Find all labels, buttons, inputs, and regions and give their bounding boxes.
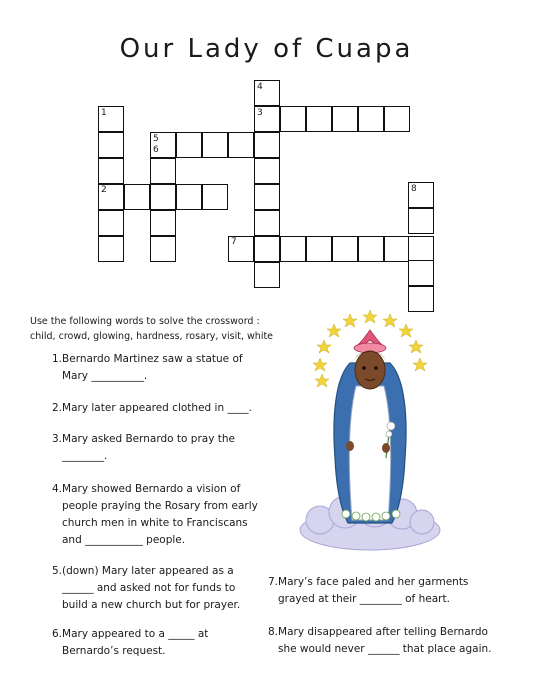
clue-text: grayed at their ________ of heart.	[278, 593, 450, 605]
crossword-cell[interactable]	[254, 262, 280, 288]
crossword-cell[interactable]	[202, 184, 228, 210]
clue-text: Mary appeared to a _____ at	[62, 628, 209, 640]
page-title: Our Lady of Cuapa	[119, 34, 414, 64]
crossword-cell[interactable]	[408, 260, 434, 286]
crossword-cell[interactable]	[124, 184, 150, 210]
crossword-cell[interactable]	[384, 236, 410, 262]
crossword-cell[interactable]	[408, 236, 434, 262]
clue-8	[268, 624, 491, 658]
clue-number-1: 1	[101, 108, 107, 118]
crossword-cell[interactable]	[176, 184, 202, 210]
crossword-cell[interactable]	[254, 236, 280, 262]
crossword-cell[interactable]	[98, 132, 124, 158]
crossword-cell[interactable]	[202, 132, 228, 158]
clue-2	[52, 400, 252, 417]
clue-text: church men in white to Franciscans	[62, 517, 248, 529]
clue-text: Mary disappeared after telling Bernardo	[278, 626, 488, 638]
clue-text: ______ and asked not for funds to	[62, 582, 236, 594]
clue-text: Mary’s face paled and her garments	[278, 576, 469, 588]
clue-number-8: 8	[411, 184, 417, 194]
clue-text: and ___________ people.	[62, 534, 186, 546]
crossword-cell[interactable]	[306, 236, 332, 262]
crossword-cell[interactable]	[176, 132, 202, 158]
clue-text: Mary later appeared clothed in ____.	[62, 402, 252, 414]
crossword-cell[interactable]	[332, 236, 358, 262]
clue-7	[268, 574, 468, 608]
word-bank-instructions: Use the following words to solve the crossword :	[30, 316, 260, 327]
clue-number-6: 6	[153, 145, 159, 155]
crossword-grid	[0, 0, 533, 320]
clue-4	[52, 481, 258, 549]
clue-text: she would never ______ that place again.	[278, 643, 492, 655]
clue-number-4: 4	[257, 82, 263, 92]
clue-number-7: 7	[231, 237, 237, 247]
clue-number: 8.	[268, 626, 279, 638]
crossword-cell[interactable]	[384, 106, 410, 132]
clue-5	[52, 563, 240, 614]
our-lady-illustration	[290, 308, 450, 558]
word-bank	[30, 314, 290, 344]
clue-text: Mary __________.	[62, 370, 148, 382]
clue-number: 1.	[52, 353, 63, 365]
crown-flower-icon	[354, 330, 386, 353]
clue-3	[52, 431, 235, 465]
clue-text: build a new church but for prayer.	[62, 599, 241, 611]
crossword-cell[interactable]	[98, 158, 124, 184]
crossword-cell[interactable]	[332, 106, 358, 132]
clue-number: 2.	[52, 402, 63, 414]
crossword-cell[interactable]	[408, 208, 434, 234]
clue-number-2: 2	[101, 185, 107, 195]
clue-number: 6.	[52, 628, 63, 640]
clue-text: (down) Mary later appeared as a	[62, 565, 234, 577]
crossword-cell[interactable]	[98, 210, 124, 236]
clue-number-3: 3	[257, 108, 263, 118]
crossword-cell[interactable]	[98, 236, 124, 262]
clue-text: Bernardo’s request.	[62, 645, 166, 657]
crossword-cell[interactable]	[280, 236, 306, 262]
clue-1	[52, 351, 243, 385]
clue-text: ________.	[62, 450, 108, 462]
clue-text: people praying the Rosary from early	[62, 500, 258, 512]
crossword-cell[interactable]	[358, 236, 384, 262]
crossword-cell[interactable]	[358, 106, 384, 132]
word-bank-words: child, crowd, glowing, hardness, rosary, visit, white	[30, 331, 274, 342]
crossword-cell[interactable]	[150, 158, 176, 184]
crossword-cell[interactable]	[254, 210, 280, 236]
clue-text: Mary asked Bernardo to pray the	[62, 433, 235, 445]
clue-text: Mary showed Bernardo a vision of	[62, 483, 241, 495]
crossword-cell[interactable]	[150, 184, 176, 210]
clue-number: 5.	[52, 565, 63, 577]
crossword-cell[interactable]	[306, 106, 332, 132]
clue-number: 4.	[52, 483, 63, 495]
crossword-cell[interactable]	[280, 106, 306, 132]
crossword-cell[interactable]	[254, 132, 280, 158]
clue-number-5: 5	[153, 134, 159, 144]
clue-text: Bernardo Martinez saw a statue of	[62, 353, 243, 365]
clue-number: 7.	[268, 576, 279, 588]
crossword-cell[interactable]	[228, 132, 254, 158]
crossword-cell[interactable]	[150, 210, 176, 236]
crossword-cell[interactable]	[150, 236, 176, 262]
crossword-cell[interactable]	[254, 184, 280, 210]
clue-number: 3.	[52, 433, 63, 445]
clue-6	[52, 626, 208, 660]
crossword-cell[interactable]	[254, 158, 280, 184]
